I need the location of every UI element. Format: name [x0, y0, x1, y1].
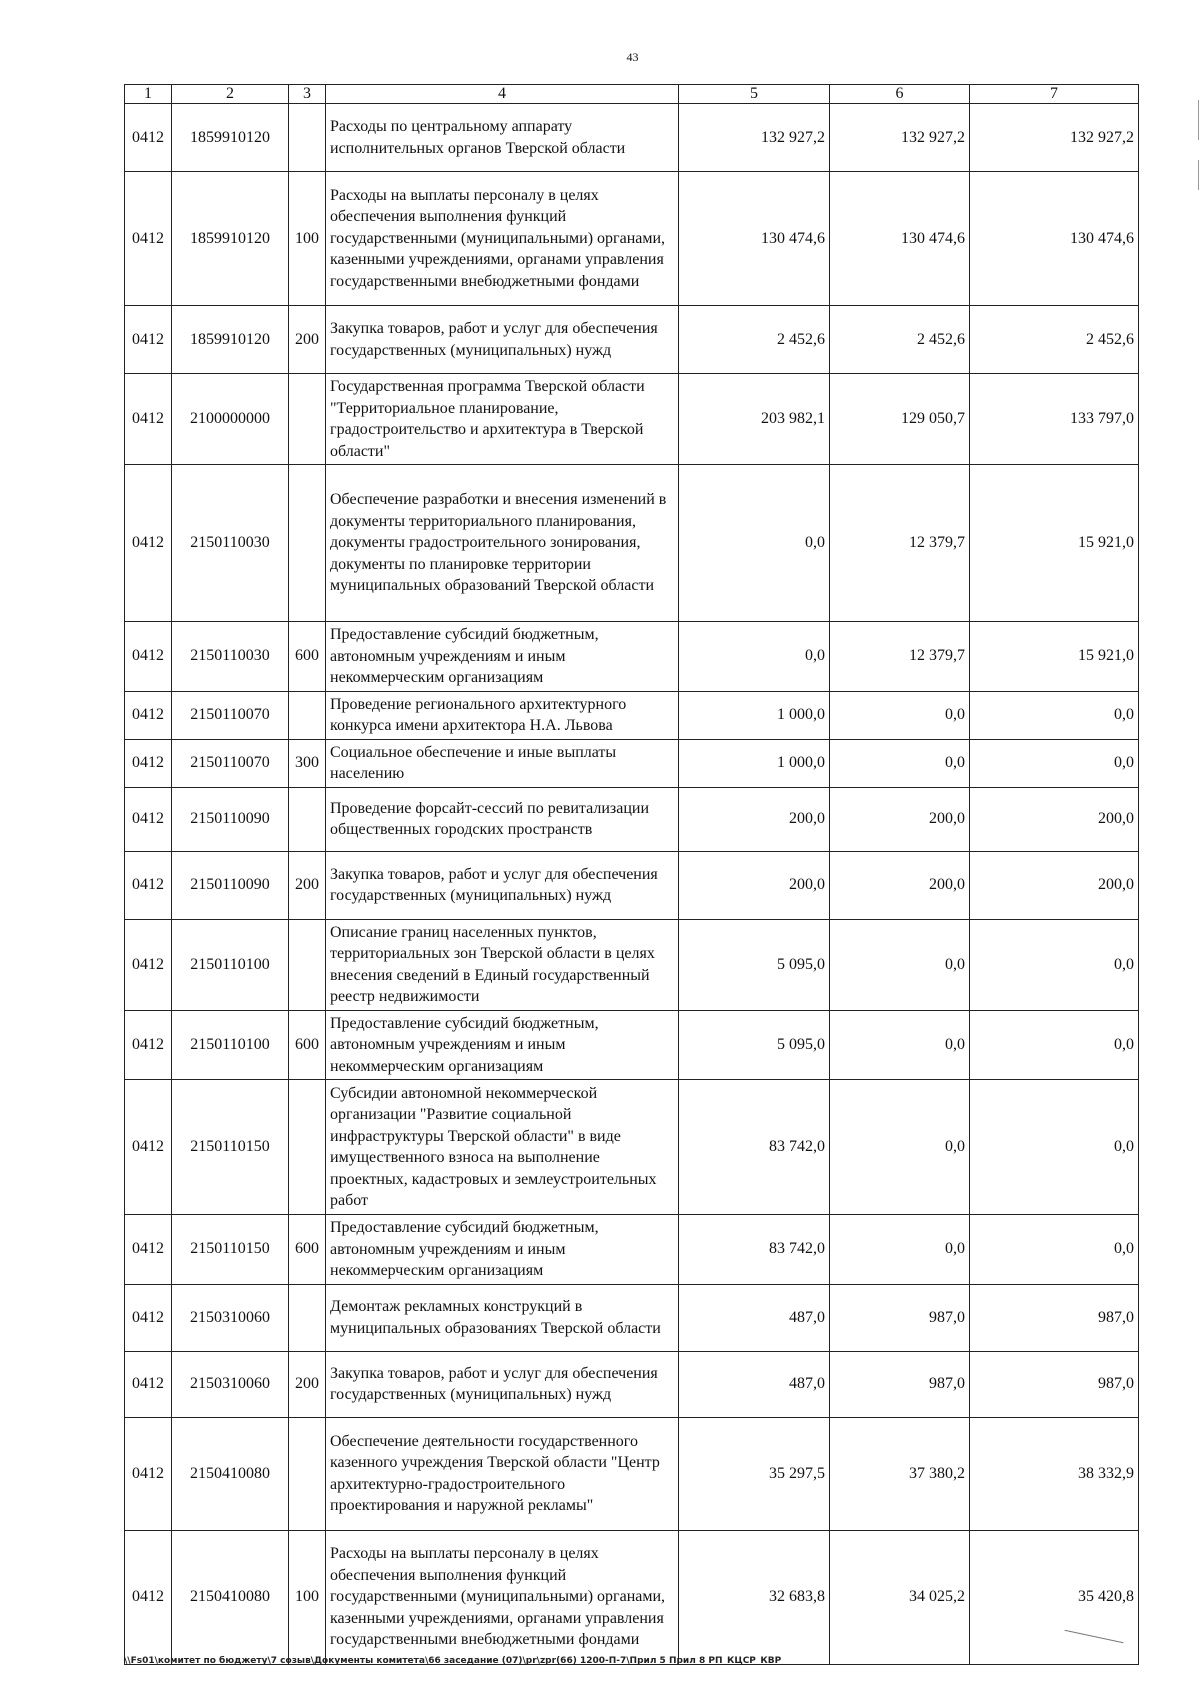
section-code: 0412 [125, 691, 172, 739]
amount-col7: 0,0 [970, 1215, 1139, 1285]
table-row [125, 374, 1139, 465]
section-code: 0412 [125, 787, 172, 851]
budget-table [124, 84, 1139, 1665]
expense-type-code: 600 [289, 622, 326, 692]
amount-col6: 2 452,6 [830, 306, 970, 374]
amount-col6: 34 025,2 [830, 1530, 970, 1664]
amount-col7: 15 921,0 [970, 465, 1139, 622]
table-row [125, 691, 1139, 739]
target-article-code: 2150110070 [172, 691, 289, 739]
amount-col6: 0,0 [830, 1080, 970, 1215]
expense-type-code [289, 1284, 326, 1351]
target-article-code: 2150110100 [172, 919, 289, 1010]
row-description: Государственная программа Тверской области "Территориальное планирование, градостроительство и архитектура в Тверской области" [326, 374, 679, 465]
amount-col6: 12 379,7 [830, 465, 970, 622]
amount-col6: 200,0 [830, 851, 970, 919]
row-description: Предоставление субсидий бюджетным, автономным учреждениям и иным некоммерческим организациям [326, 1010, 679, 1080]
expense-type-code: 200 [289, 1351, 326, 1417]
table-row [125, 306, 1139, 374]
amount-col5: 32 683,8 [679, 1530, 830, 1664]
table-row [125, 1215, 1139, 1285]
amount-col7: 35 420,8 [970, 1530, 1139, 1664]
amount-col5: 5 095,0 [679, 1010, 830, 1080]
row-description: Закупка товаров, работ и услуг для обеспечения государственных (муниципальных) нужд [326, 306, 679, 374]
expense-type-code [289, 104, 326, 172]
target-article-code: 1859910120 [172, 306, 289, 374]
column-header: 2 [172, 85, 289, 104]
expense-type-code: 600 [289, 1215, 326, 1285]
amount-col7: 200,0 [970, 787, 1139, 851]
table-row [125, 919, 1139, 1010]
amount-col5: 1 000,0 [679, 691, 830, 739]
expense-type-code: 200 [289, 306, 326, 374]
table-row [125, 465, 1139, 622]
scan-artifact-line [1198, 160, 1199, 190]
target-article-code: 2150310060 [172, 1351, 289, 1417]
row-description: Описание границ населенных пунктов, территориальных зон Тверской области в целях внесения сведений в Единый государственный реестр недвижимости [326, 919, 679, 1010]
amount-col5: 5 095,0 [679, 919, 830, 1010]
target-article-code: 2100000000 [172, 374, 289, 465]
section-code: 0412 [125, 919, 172, 1010]
target-article-code: 2150110030 [172, 465, 289, 622]
amount-col6: 132 927,2 [830, 104, 970, 172]
expense-type-code [289, 1080, 326, 1215]
table-row [125, 851, 1139, 919]
table-row [125, 739, 1139, 787]
table-row [125, 1284, 1139, 1351]
expense-type-code [289, 691, 326, 739]
target-article-code: 2150110150 [172, 1080, 289, 1215]
scan-artifact-line [1198, 100, 1199, 140]
column-header: 1 [125, 85, 172, 104]
section-code: 0412 [125, 851, 172, 919]
amount-col7: 132 927,2 [970, 104, 1139, 172]
amount-col5: 0,0 [679, 465, 830, 622]
amount-col6: 0,0 [830, 1010, 970, 1080]
amount-col7: 0,0 [970, 691, 1139, 739]
column-number-row [125, 85, 1139, 104]
amount-col5: 487,0 [679, 1351, 830, 1417]
column-header: 7 [970, 85, 1139, 104]
amount-col5: 132 927,2 [679, 104, 830, 172]
row-description: Закупка товаров, работ и услуг для обеспечения государственных (муниципальных) нужд [326, 851, 679, 919]
amount-col6: 12 379,7 [830, 622, 970, 692]
amount-col5: 83 742,0 [679, 1080, 830, 1215]
amount-col5: 203 982,1 [679, 374, 830, 465]
expense-type-code: 600 [289, 1010, 326, 1080]
amount-col7: 15 921,0 [970, 622, 1139, 692]
amount-col7: 133 797,0 [970, 374, 1139, 465]
amount-col5: 200,0 [679, 787, 830, 851]
target-article-code: 1859910120 [172, 172, 289, 306]
target-article-code: 2150110090 [172, 787, 289, 851]
table-row [125, 787, 1139, 851]
target-article-code: 2150110100 [172, 1010, 289, 1080]
table-row [125, 1351, 1139, 1417]
row-description: Обеспечение деятельности государственного казенного учреждения Тверской области "Центр архитектурно-градостроительного проектирования и наружной рекламы" [326, 1417, 679, 1530]
target-article-code: 2150410080 [172, 1417, 289, 1530]
table-row [125, 1010, 1139, 1080]
row-description: Социальное обеспечение и иные выплаты населению [326, 739, 679, 787]
row-description: Расходы на выплаты персоналу в целях обеспечения выполнения функций государственными (муниципальными) органами, казенными учреждениями, органами управления государственными внебюджетными фондами [326, 1530, 679, 1664]
amount-col6: 37 380,2 [830, 1417, 970, 1530]
target-article-code: 2150110150 [172, 1215, 289, 1285]
section-code: 0412 [125, 306, 172, 374]
expense-type-code: 100 [289, 172, 326, 306]
section-code: 0412 [125, 1215, 172, 1285]
expense-type-code [289, 465, 326, 622]
amount-col7: 0,0 [970, 1080, 1139, 1215]
expense-type-code [289, 919, 326, 1010]
amount-col7: 987,0 [970, 1284, 1139, 1351]
amount-col6: 130 474,6 [830, 172, 970, 306]
section-code: 0412 [125, 1284, 172, 1351]
section-code: 0412 [125, 1417, 172, 1530]
amount-col6: 0,0 [830, 691, 970, 739]
amount-col7: 987,0 [970, 1351, 1139, 1417]
row-description: Расходы по центральному аппарату исполнительных органов Тверской области [326, 104, 679, 172]
table-row [125, 104, 1139, 172]
section-code: 0412 [125, 104, 172, 172]
amount-col6: 987,0 [830, 1351, 970, 1417]
section-code: 0412 [125, 465, 172, 622]
amount-col5: 0,0 [679, 622, 830, 692]
row-description: Проведение форсайт-сессий по ревитализации общественных городских пространств [326, 787, 679, 851]
amount-col5: 200,0 [679, 851, 830, 919]
expense-type-code: 300 [289, 739, 326, 787]
table-row [125, 1080, 1139, 1215]
expense-type-code [289, 787, 326, 851]
amount-col7: 38 332,9 [970, 1417, 1139, 1530]
table-row [125, 1530, 1139, 1664]
target-article-code: 2150310060 [172, 1284, 289, 1351]
target-article-code: 2150110070 [172, 739, 289, 787]
page-number: 43 [626, 50, 639, 64]
amount-col6: 0,0 [830, 919, 970, 1010]
amount-col7: 0,0 [970, 739, 1139, 787]
file-path-footer: \\Fs01\комитет по бюджету\7 созыв\Документы комитета\66 заседание (07)\pr\zpr(66) 1200-П-7\Прил 5 Прил 8 РП_КЦСР_КВР [124, 1656, 782, 1666]
row-description: Демонтаж рекламных конструкций в муниципальных образованиях Тверской области [326, 1284, 679, 1351]
table-row [125, 622, 1139, 692]
expense-type-code: 200 [289, 851, 326, 919]
column-header: 5 [679, 85, 830, 104]
row-description: Обеспечение разработки и внесения изменений в документы территориального планирования, документы градостроительного зонирования, документы по планировке территории муниципальных образований Тверской области [326, 465, 679, 622]
column-header: 6 [830, 85, 970, 104]
row-description: Проведение регионального архитектурного конкурса имени архитектора Н.А. Львова [326, 691, 679, 739]
section-code: 0412 [125, 172, 172, 306]
target-article-code: 1859910120 [172, 104, 289, 172]
amount-col5: 35 297,5 [679, 1417, 830, 1530]
section-code: 0412 [125, 622, 172, 692]
row-description: Субсидии автономной некоммерческой организации "Развитие социальной инфраструктуры Тверской области" в виде имущественного взноса на выполнение проектных, кадастровых и землеустроительных работ [326, 1080, 679, 1215]
section-code: 0412 [125, 739, 172, 787]
amount-col7: 200,0 [970, 851, 1139, 919]
amount-col7: 0,0 [970, 1010, 1139, 1080]
row-description: Закупка товаров, работ и услуг для обеспечения государственных (муниципальных) нужд [326, 1351, 679, 1417]
section-code: 0412 [125, 1010, 172, 1080]
table-row [125, 1417, 1139, 1530]
expense-type-code [289, 374, 326, 465]
row-description: Предоставление субсидий бюджетным, автономным учреждениям и иным некоммерческим организациям [326, 622, 679, 692]
row-description: Предоставление субсидий бюджетным, автономным учреждениям и иным некоммерческим организациям [326, 1215, 679, 1285]
expense-type-code: 100 [289, 1530, 326, 1664]
row-description: Расходы на выплаты персоналу в целях обеспечения выполнения функций государственными (муниципальными) органами, казенными учреждениями, органами управления государственными внебюджетными фондами [326, 172, 679, 306]
amount-col6: 200,0 [830, 787, 970, 851]
target-article-code: 2150110090 [172, 851, 289, 919]
target-article-code: 2150410080 [172, 1530, 289, 1664]
amount-col6: 0,0 [830, 1215, 970, 1285]
amount-col6: 987,0 [830, 1284, 970, 1351]
amount-col7: 2 452,6 [970, 306, 1139, 374]
table-row [125, 172, 1139, 306]
section-code: 0412 [125, 1080, 172, 1215]
amount-col7: 130 474,6 [970, 172, 1139, 306]
amount-col5: 130 474,6 [679, 172, 830, 306]
column-header: 4 [326, 85, 679, 104]
amount-col6: 129 050,7 [830, 374, 970, 465]
column-header: 3 [289, 85, 326, 104]
amount-col5: 83 742,0 [679, 1215, 830, 1285]
amount-col5: 487,0 [679, 1284, 830, 1351]
amount-col5: 1 000,0 [679, 739, 830, 787]
section-code: 0412 [125, 1530, 172, 1664]
section-code: 0412 [125, 1351, 172, 1417]
amount-col6: 0,0 [830, 739, 970, 787]
amount-col5: 2 452,6 [679, 306, 830, 374]
amount-col7: 0,0 [970, 919, 1139, 1010]
expense-type-code [289, 1417, 326, 1530]
section-code: 0412 [125, 374, 172, 465]
target-article-code: 2150110030 [172, 622, 289, 692]
